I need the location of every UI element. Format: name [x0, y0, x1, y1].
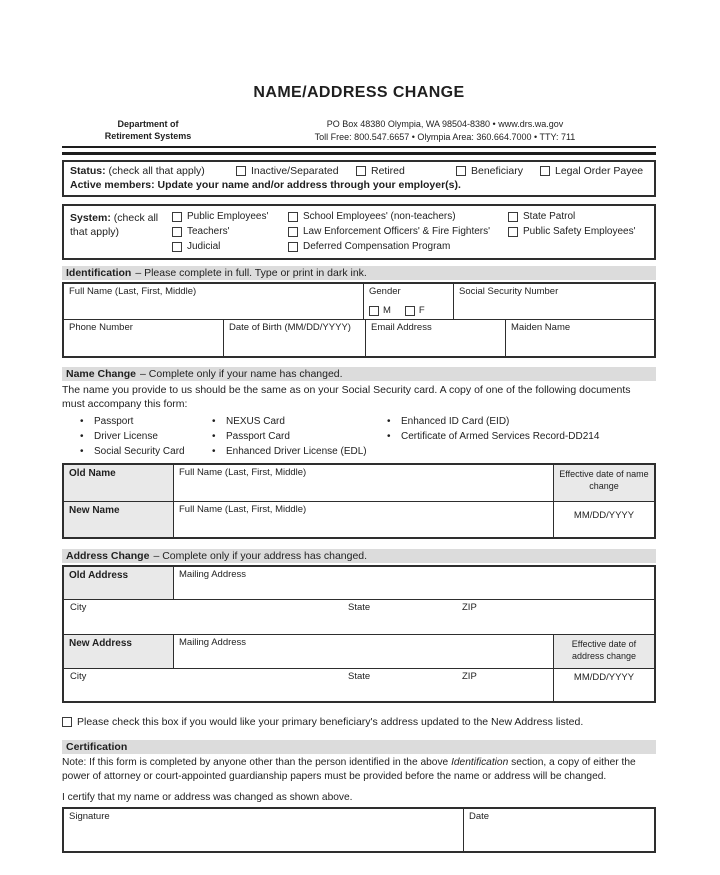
address-change-title: Address Change [66, 550, 150, 563]
mailing-address-hint: Mailing Address [179, 569, 247, 581]
effective-date-address-header: Effective date of address change [554, 635, 654, 668]
gender-m-label: M [383, 304, 391, 316]
accepted-documents-list [62, 416, 656, 457]
doc-label: NEXUS Card [226, 416, 285, 428]
system-section [62, 204, 656, 260]
doc-nexus-card [212, 416, 387, 427]
date-label: Date [469, 811, 490, 823]
beneficiary-address-note: Please check this box if you would like your primary beneficiary's address updated to the New Address listed. [77, 716, 584, 729]
checkbox-teachers[interactable] [172, 227, 182, 237]
address-change-instructions: – Complete only if your address has changed. [153, 550, 368, 563]
form-title: NAME/ADDRESS CHANGE [253, 84, 465, 101]
name-change-intro: The name you provide to us should be the same as on your Social Security card. A copy of one of the following documents must accompany this form: [62, 384, 631, 410]
bullet-icon: • [212, 431, 216, 443]
old-name-field[interactable] [174, 465, 554, 501]
gender-female-option [405, 305, 425, 317]
status-option-legal-order-payee [540, 165, 643, 177]
contact-line2: Toll Free: 800.547.6657 • Olympia Area: 360.664.7000 • TTY: 711 [314, 131, 576, 142]
new-name-hint: Full Name (Last, First, Middle) [179, 504, 307, 516]
certify-statement: I certify that my name or address was changed as shown above. [62, 792, 353, 804]
status-option-label: Legal Order Payee [555, 165, 644, 178]
maiden-name-label: Maiden Name [511, 322, 571, 334]
status-option-inactive-separated [236, 165, 356, 177]
bullet-icon: • [80, 416, 84, 428]
checkbox-state-patrol[interactable] [508, 212, 518, 222]
effective-date-name-header: Effective date of name change [554, 465, 654, 501]
checkbox-gender-m[interactable] [369, 306, 379, 316]
old-name-label: Old Name [64, 465, 174, 501]
dob-field[interactable] [224, 320, 366, 356]
identification-table [62, 282, 656, 358]
status-option-retired [356, 165, 456, 177]
gender-male-option [369, 305, 391, 317]
old-city-state-zip-field[interactable] [64, 600, 654, 634]
system-option-label: Public Safety Employees' [523, 226, 636, 238]
old-name-hint: Full Name (Last, First, Middle) [179, 467, 307, 479]
system-hint: (check all that apply) [70, 212, 159, 239]
email-field[interactable] [366, 320, 506, 356]
note-italic-word: Identification [451, 757, 509, 769]
signature-field[interactable] [64, 809, 464, 851]
full-name-field[interactable] [64, 284, 364, 319]
system-option-label: Public Employees' [187, 211, 269, 223]
note-text: section, a copy of either the power of attorney or court-appointed guardianship papers must be provided before the name or address will be changed. [62, 757, 636, 782]
status-section [62, 160, 656, 197]
mailing-address-hint: Mailing Address [179, 637, 247, 649]
date-field[interactable] [464, 809, 654, 851]
status-option-label: Retired [371, 165, 405, 178]
beneficiary-address-option [62, 716, 656, 728]
system-option-judicial [172, 241, 288, 252]
system-option-label: Law Enforcement Officers' & Fire Fighters' [303, 226, 491, 238]
ssn-field[interactable] [454, 284, 654, 319]
status-hint: (check all that apply) [105, 165, 205, 178]
effective-date-name-field[interactable] [554, 502, 654, 537]
checkbox-deferred-compensation[interactable] [288, 242, 298, 252]
note-text: Note: If this form is completed by anyone other than the person identified in the above [62, 757, 452, 769]
status-option-label: Beneficiary [471, 165, 523, 178]
agency-contact [234, 118, 656, 143]
checkbox-public-safety[interactable] [508, 227, 518, 237]
checkbox-gender-f[interactable] [405, 306, 415, 316]
doc-label: Enhanced Driver License (EDL) [226, 446, 367, 458]
name-change-instructions: – Complete only if your name has changed. [140, 368, 343, 381]
dob-label: Date of Birth (MM/DD/YYYY) [229, 322, 351, 334]
gender-field [364, 284, 454, 319]
maiden-name-field[interactable] [506, 320, 654, 356]
new-mailing-address-field[interactable] [174, 635, 554, 668]
bullet-icon: • [212, 446, 216, 458]
phone-label: Phone Number [69, 322, 133, 334]
system-option-label: State Patrol [523, 211, 576, 223]
system-option-label: Teachers' [187, 226, 230, 238]
system-option-state-patrol [508, 211, 648, 222]
system-label-wrap [70, 211, 172, 252]
new-name-label: New Name [64, 502, 174, 537]
bullet-icon: • [212, 416, 216, 428]
system-option-label: Judicial [187, 241, 221, 253]
checkbox-school-employees[interactable] [288, 212, 298, 222]
name-change-table [62, 463, 656, 539]
checkbox-beneficiary-address[interactable] [62, 717, 72, 727]
active-members-note: Active members: Update your name and/or address through your employer(s). [70, 179, 461, 192]
gender-label: Gender [369, 286, 401, 298]
new-zip-label: ZIP [462, 671, 477, 683]
system-option-teachers [172, 226, 288, 237]
identification-instructions: – Please complete in full. Type or print in dark ink. [135, 267, 367, 280]
new-city-state-zip-field[interactable] [64, 669, 554, 701]
phone-field[interactable] [64, 320, 224, 356]
date-format-hint: MM/DD/YYYY [573, 672, 635, 684]
system-option-label: Deferred Compensation Program [303, 241, 451, 253]
checkbox-legal-order-payee[interactable] [540, 166, 550, 176]
doc-passport-card [212, 431, 387, 442]
doc-label: Passport [94, 416, 134, 428]
email-label: Email Address [371, 322, 432, 334]
doc-label: Certificate of Armed Services Record-DD214 [401, 431, 600, 443]
system-option-label: School Employees' (non-teachers) [303, 211, 456, 223]
date-format-hint: MM/DD/YYYY [573, 510, 635, 522]
doc-label: Driver License [94, 431, 158, 443]
ssn-label: Social Security Number [459, 286, 559, 298]
agency-line1: Department of [117, 118, 179, 129]
doc-driver-license [80, 431, 212, 442]
signature-table [62, 807, 656, 853]
gender-f-label: F [418, 304, 425, 316]
new-city-label: City [70, 671, 87, 683]
checkbox-retired[interactable] [356, 166, 366, 176]
bullet-icon: • [80, 446, 84, 458]
checkbox-beneficiary[interactable] [456, 166, 466, 176]
old-zip-label: ZIP [462, 602, 477, 614]
new-address-label: New Address [64, 635, 174, 668]
name-change-section-header [62, 367, 656, 381]
address-change-section-header [62, 549, 656, 563]
name-change-title: Name Change [66, 368, 137, 381]
doc-social-security-card [80, 446, 212, 457]
status-option-label: Inactive/Separated [251, 165, 339, 178]
agency-name [62, 119, 234, 142]
old-mailing-address-field[interactable] [174, 567, 654, 599]
old-state-label: State [348, 602, 371, 614]
signature-label: Signature [69, 811, 110, 823]
doc-label: Social Security Card [94, 446, 185, 458]
full-name-label: Full Name (Last, First, Middle) [69, 286, 197, 298]
system-option-leoff [288, 226, 508, 237]
doc-edl [212, 446, 387, 457]
form-header [62, 118, 656, 143]
system-option-public-employees [172, 211, 288, 222]
bullet-icon: • [387, 431, 391, 443]
certification-section-header [62, 740, 656, 754]
old-city-label: City [70, 602, 87, 614]
certification-note [62, 756, 656, 783]
checkbox-leoff[interactable] [288, 227, 298, 237]
system-option-public-safety [508, 226, 648, 237]
doc-label: Passport Card [226, 431, 290, 443]
system-option-school-employees [288, 211, 508, 222]
bullet-icon: • [387, 416, 391, 428]
identification-title: Identification [66, 267, 132, 280]
system-option-deferred-compensation [288, 241, 508, 252]
new-state-label: State [348, 671, 371, 683]
doc-dd214 [387, 431, 656, 442]
status-label-wrap [70, 165, 236, 177]
status-label: Status: [70, 165, 106, 178]
system-label: System: [70, 212, 111, 225]
doc-label: Enhanced ID Card (EID) [401, 416, 510, 428]
bullet-icon: • [80, 431, 84, 443]
effective-date-address-field[interactable] [554, 669, 654, 701]
header-divider [62, 146, 656, 155]
status-option-beneficiary [456, 165, 540, 177]
checkbox-inactive-separated[interactable] [236, 166, 246, 176]
new-name-field[interactable] [174, 502, 554, 537]
checkbox-public-employees[interactable] [172, 212, 182, 222]
old-address-label: Old Address [64, 567, 174, 599]
certification-title: Certification [66, 741, 128, 754]
address-change-table [62, 565, 656, 703]
identification-section-header [62, 266, 656, 280]
doc-passport [80, 416, 212, 427]
agency-line2: Retirement Systems [104, 130, 192, 141]
doc-eid [387, 416, 656, 427]
checkbox-judicial[interactable] [172, 242, 182, 252]
contact-line1: PO Box 48380 Olympia, WA 98504-8380 • www.drs.wa.gov [326, 119, 564, 129]
